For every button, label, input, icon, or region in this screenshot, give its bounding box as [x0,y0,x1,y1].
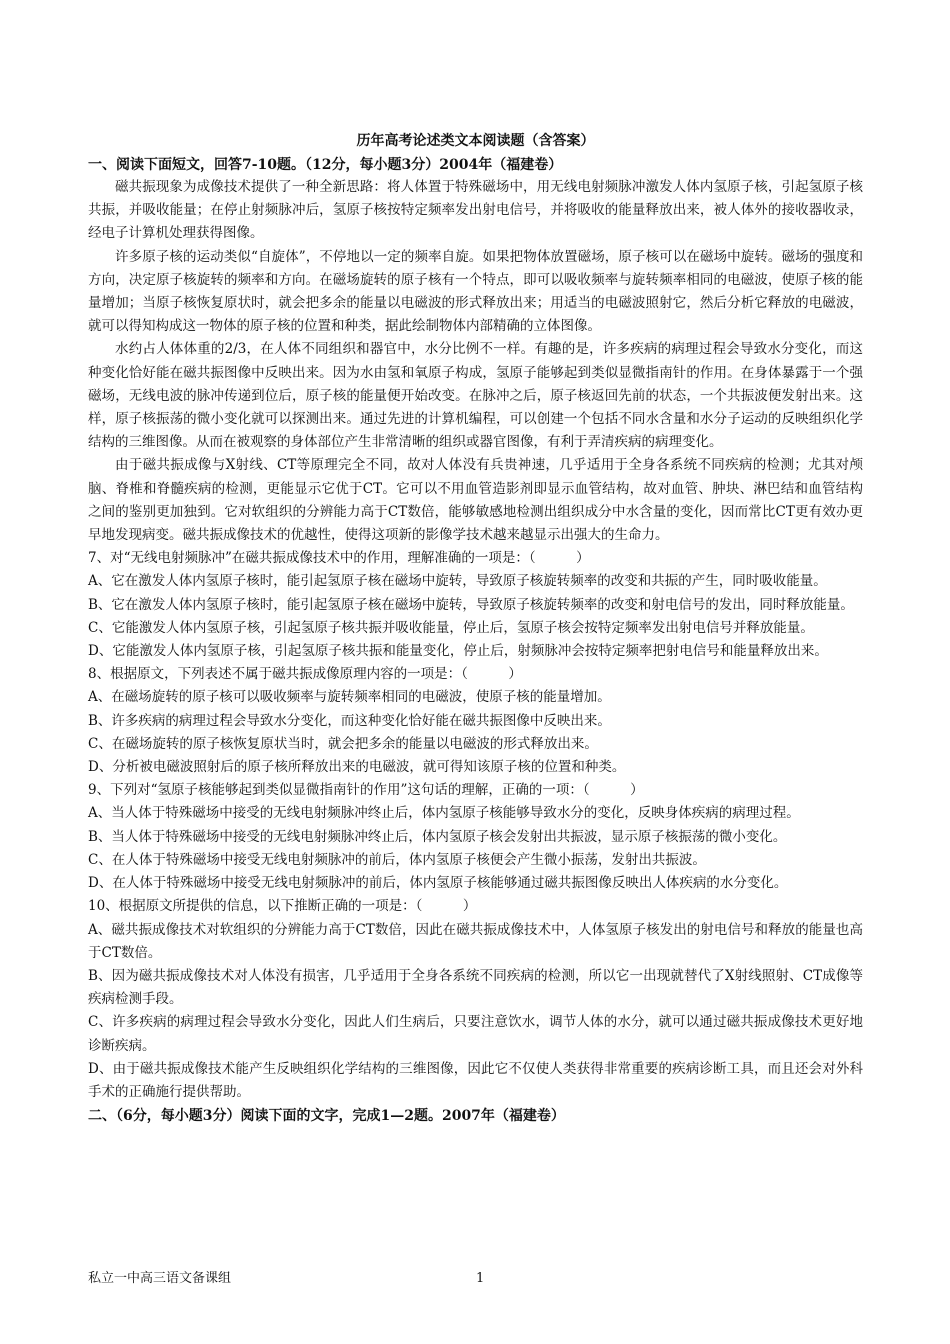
question-7 [88,547,863,663]
question-8-stem: 8、根据原文，下列表述不属于磁共振成像原理内容的一项是：（ ） [88,666,522,683]
question-10-stem: 10、根据原文所提供的信息，以下推断正确的一项是：（ ） [88,898,477,915]
question-10 [88,895,863,1104]
question-9-stem: 9、下列对“氢原子核能够起到类似显微指南针的作用”这句话的理解，正确的一项：（ ） [88,782,644,799]
paragraph-4: 由于磁共振成像与X射线、CT等原理完全不同，故对人体没有兵贵神速，几乎适用于全身各系统不同疾病的检测；尤其对颅脑、脊椎和脊髓疾病的检测，更能显示它优于CT。它可以不用血管造影剂即显示血管结构，故对血管、肿块、淋巴结和血管结构之间的鉴别更加独到。它对软组织的分辨能力高于CT数倍，能够敏感地检测出组织成分中水含量的变化，因而常比CT更有效办更早地发现病变。磁共振成像技术的优越性，使得这项新的影像学技术越来越显示出强大的生命力。 [88,457,863,544]
footer-page-number: 1 [476,1271,485,1286]
question-7-option-a: A、它在激发人体内氢原子核时，能引起氢原子核在磁场中旋转，导致原子核旋转频率的改变和共振的产生，同时吸收能量。 [88,573,827,590]
question-8-option-b: B、许多疾病的病理过程会导致水分变化，而这种变化恰好能在磁共振图像中反映出来。 [88,712,611,729]
document-page [88,130,863,1127]
paragraph-1: 磁共振现象为成像技术提供了一种全新思路：将人体置于特殊磁场中，用无线电射频脉冲激发人体内氢原子核，引起氢原子核共振，并吸收能量；在停止射频脉冲后，氢原子核按特定频率发出射电信号，并将吸收的能量释放出来，被人体外的接收器收录，经电子计算机处理获得图像。 [88,179,863,242]
question-10-option-a: A、磁共振成像技术对软组织的分辨能力高于CT数倍，因此在磁共振成像技术中，人体氢原子核发出的射电信号和释放的能量也高于CT数倍。 [88,921,863,961]
question-7-option-b: B、它在激发人体内氢原子核时，能引起氢原子核在磁场中旋转，导致原子核旋转频率的改变和射电信号的发出，同时释放能量。 [88,596,854,613]
question-9-option-a: A、当人体于特殊磁场中接受的无线电射频脉冲终止后，体内氢原子核能够导致水分的变化，反映身体疾病的病理过程。 [88,805,800,822]
question-7-stem: 7、对“无线电射频脉冲”在磁共振成像技术中的作用，理解准确的一项是：（ ） [88,550,590,567]
section-1-heading: 一、阅读下面短文，回答7-10题。（12分，每小题3分）2004年（福建卷） [88,157,563,173]
section-2-heading: 二、（6分，每小题3分）阅读下面的文字，完成1—2题。2007年（福建卷） [88,1108,565,1125]
paragraph-2: 许多原子核的运动类似“自旋体”，不停地以一定的频率自旋。如果把物体放置磁场，原子核可以在磁场中旋转。磁场的强度和方向，决定原子核旋转的频率和方向。在磁场旋转的原子核有一个特点，即可以吸收频率与旋转频率相同的电磁波，使原子核的能量增加；当原子核恢复原状时，就会把多余的能量以电磁波的形式释放出来；用适当的电磁波照射它，然后分析它释放的电磁波，就可以得知构成这一物体的原子核的位置和种类，据此绘制物体内部精确的立体图像。 [88,248,863,335]
question-9-option-c: C、在人体于特殊磁场中接受无线电射频脉冲的前后，体内氢原子核便会产生微小振荡，发射出共振波。 [88,851,706,868]
footer-group-name: 私立一中高三语文备课组 [88,1271,232,1286]
question-9-option-b: B、当人体于特殊磁场中接受的无线电射频脉冲终止后，体内氢原子核会发射出共振波，显示原子核振荡的微小变化。 [88,828,787,845]
question-8 [88,663,863,779]
question-10-option-d: D、由于磁共振成像技术能产生反映组织化学结构的三维图像，因此它不仅使人类获得非常重要的疾病诊断工具，而且还会对外科手术的正确施行提供帮助。 [88,1060,863,1100]
question-9 [88,779,863,895]
document-title: 历年高考论述类文本阅读题（含答案） [356,133,595,149]
question-8-option-d: D、分析被电磁波照射后的原子核所释放出来的电磁波，就可得知该原子核的位置和种类。 [88,759,626,776]
question-7-option-c: C、它能激发人体内氢原子核，引起氢原子核共振并吸收能量，停止后，氢原子核会按特定频率发出射电信号并释放能量。 [88,619,814,636]
question-8-option-a: A、在磁场旋转的原子核可以吸收频率与旋转频率相同的电磁波，使原子核的能量增加。 [88,689,611,706]
question-7-option-d: D、它能激发人体内氢原子核，引起氢原子核共振和能量变化，停止后，射频脉冲会按特定频率把射电信号和能量释放出来。 [88,643,828,660]
question-10-option-c: C、许多疾病的病理过程会导致水分变化，因此人们生病后，只要注意饮水，调节人体的水分，就可以通过磁共振成像技术更好地诊断疾病。 [88,1014,863,1054]
paragraph-3: 水约占人体体重的2/3，在人体不同组织和器官中，水分比例不一样。有趣的是，许多疾病的病理过程会导致水分变化，而这种变化恰好能在磁共振图像中反映出来。因为水由氢和氧原子构成，氢原子能够起到类似显微指南针的作用。在身体暴露于一个强磁场，无线电波的脉冲传递到位后，原子核的能量便开始改变。在脉冲之后，原子核返回先前的状态，一个共振波便发射出来。这样，原子核振荡的微小变化就可以探测出来。通过先进的计算机编程，可以创建一个包括不同水含量和水分子运动的反映组织化学结构的三维图像。从而在被观察的身体部位产生非常清晰的组织或器官图像，有利于弄清疾病的病理变化。 [88,341,863,451]
question-9-option-d: D、在人体于特殊磁场中接受无线电射频脉冲的前后，体内氢原子核能够通过磁共振图像反映出人体疾病的水分变化。 [88,875,788,892]
question-10-option-b: B、因为磁共振成像技术对人体没有损害，几乎适用于全身各系统不同疾病的检测，所以它一出现就替代了X射线照射、CT成像等疾病检测手段。 [88,967,863,1008]
question-8-option-c: C、在磁场旋转的原子核恢复原状当时，就会把多余的能量以电磁波的形式释放出来。 [88,735,598,752]
